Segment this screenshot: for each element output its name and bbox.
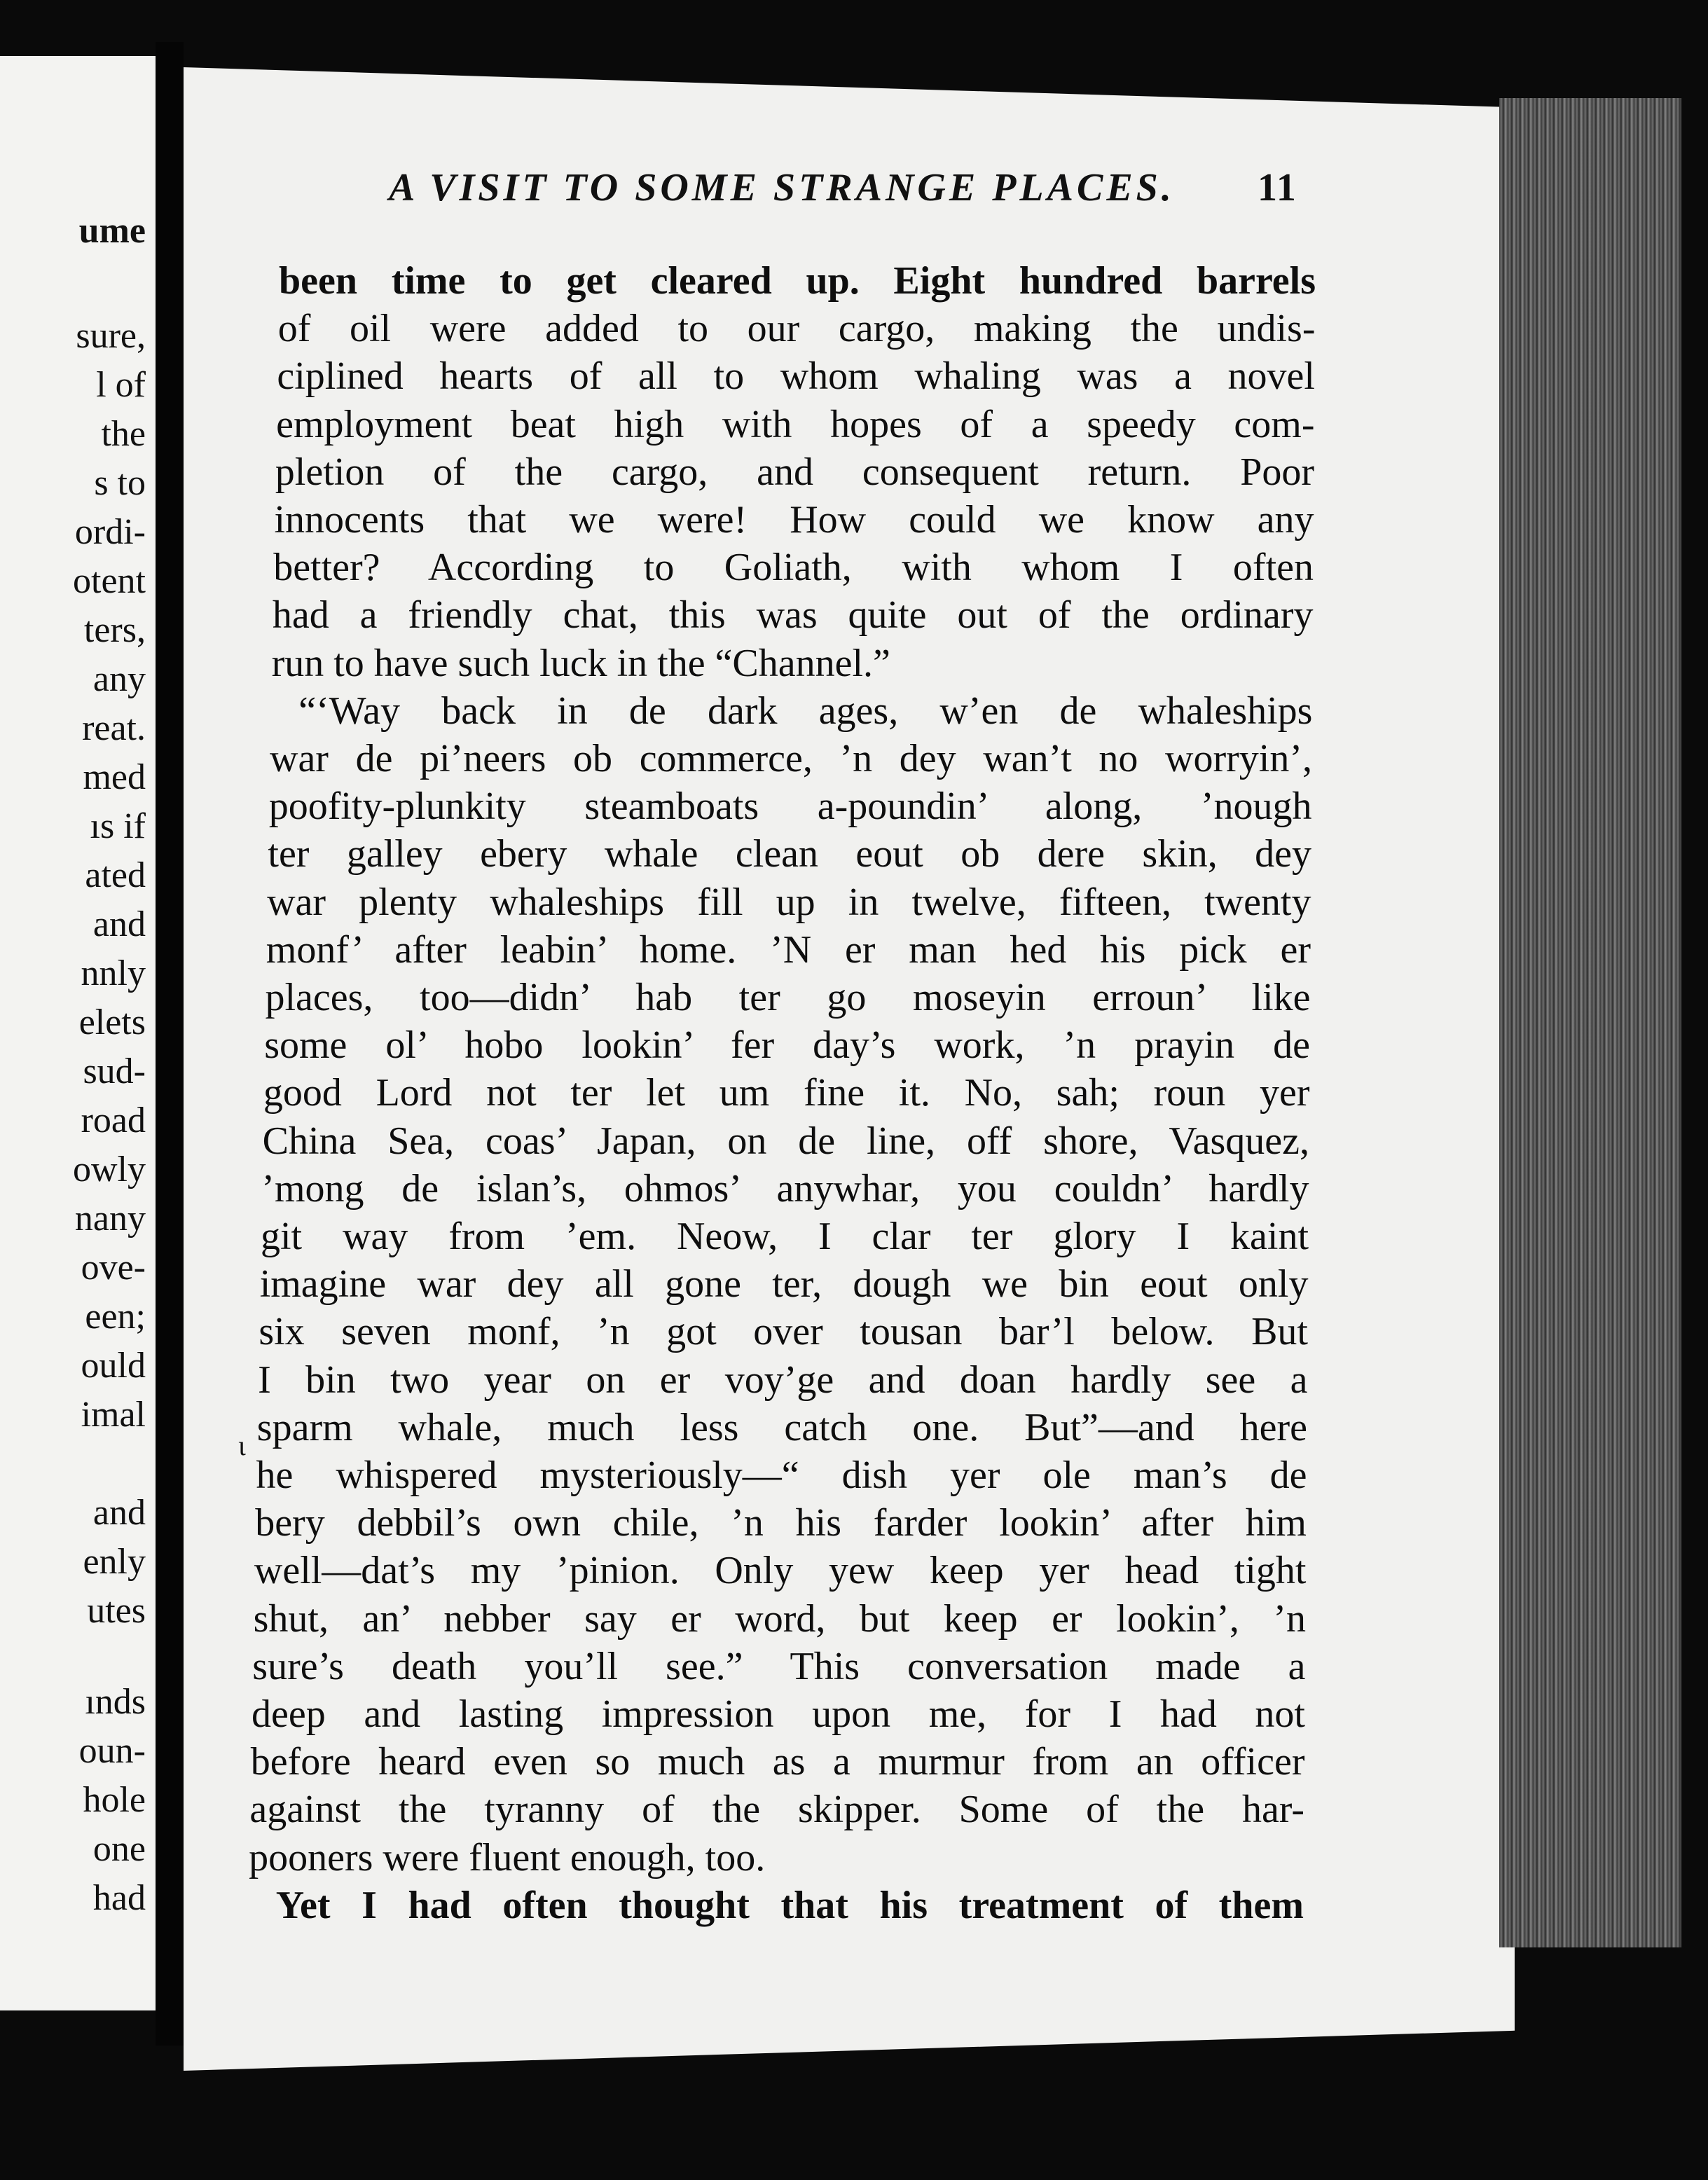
text-line: employment beat high with hopes of a speedy com- [276,402,1315,446]
text-line: before heard even so much as a murmur from an officer [250,1740,1305,1784]
left-page-line: s to [94,463,146,503]
left-page-line: utes [87,1591,146,1631]
left-page-line: road [81,1101,146,1140]
text-line: ciplined hearts of all to whom whaling was a novel [277,354,1315,399]
text-line: pletion of the cargo, and consequent return. Poor [275,450,1314,494]
text-line: six seven monf, ’n got over tousan bar’l below. But [259,1310,1308,1354]
text-line: of oil were added to our cargo, making the undis- [277,307,1316,351]
text-line: places, too—didn’ hab ter go moseyin erroun’ like [265,976,1311,1019]
left-page-line: sud- [83,1051,146,1091]
text-line: had a friendly chat, this was quite out of the ordinary [272,593,1314,637]
left-page-line: med [83,757,146,797]
left-page-line: ould [81,1346,146,1386]
text-line: been time to get cleared up. Eight hundred barrels [279,259,1316,303]
text-line: ’mong de islan’s, ohmos’ anywhar, you couldn’ hardly [261,1166,1309,1210]
left-page-line: nany [74,1199,146,1239]
text-line: deep and lasting impression upon me, for I had not [252,1692,1305,1736]
text-line: better? According to Goliath, with whom I often [273,546,1314,590]
left-page-line: ınds [85,1682,146,1722]
left-page-line: sure, [76,316,146,356]
left-page-line: had [92,1878,146,1918]
page-number: 11 [1258,166,1297,209]
text-line: innocents that we were! How could we know any [274,498,1314,541]
text-line: against the tyranny of the skipper. Some of the har- [249,1788,1304,1832]
text-line: sparm whale, much less catch one. But”—and here [256,1405,1307,1449]
text-line: good Lord not ter let um fine it. No, sah; roun yer [263,1071,1310,1115]
left-page-line: ove- [81,1248,146,1288]
text-line: poofity-plunkity steamboats a-poundin’ along, ’nough [268,785,1312,829]
text-line: he whispered mysteriously—“ dish yer ole man’s de [256,1454,1307,1497]
text-line: ter galley ebery whale clean eout ob dere skin, dey [268,832,1311,876]
left-page-line: een; [85,1297,146,1337]
left-page-line: imal [81,1395,146,1435]
text-line: “‘Way back in de dark ages, w’en de whaleships [298,689,1313,733]
text-line: war plenty whaleships fill up in twelve, fifteen, twenty [267,880,1311,924]
text-line: China Sea, coas’ Japan, on de line, off shore, Vasquez, [262,1119,1309,1163]
left-page-line: ıs if [90,806,146,846]
left-page-line: enly [83,1542,146,1582]
text-line: I bin two year on er voy’ge and doan hardly see a [258,1358,1308,1402]
left-page-line: hole [83,1780,146,1820]
left-page-line: otent [73,561,146,601]
text-line: pooners were fluent enough, too. [249,1835,766,1879]
left-page-line: owly [73,1150,146,1189]
text-line: Yet I had often thought that his treatment of them [275,1883,1304,1927]
running-head [389,165,1342,221]
text-line: war de pi’neers ob commerce, ’n dey wan’t no worryin’, [270,737,1312,780]
page-edges [1499,98,1681,1947]
left-page-line: one [92,1829,146,1869]
left-page-line: reat. [82,708,146,748]
left-page-line: ated [85,855,146,895]
left-page-line: nnly [81,953,146,993]
left-page-line: the [101,414,146,454]
book-gutter [156,42,184,2046]
left-page-line: and [92,904,146,944]
left-page-line: and [92,1493,146,1533]
text-line: git way from ’em. Neow, I clar ter glory I kaint [261,1215,1309,1258]
left-page-line: l of [96,365,146,405]
text-line: bery debbil’s own chile, ’n his farder lookin’ after him [255,1501,1307,1545]
text-line: well—dat’s my ’pinion. Only yew keep yer head tight [254,1549,1307,1593]
running-head-title: A VISIT TO SOME STRANGE PLACES. [389,166,1175,209]
text-line: imagine war dey all gone ter, dough we bin eout only [259,1262,1309,1306]
left-page-line: any [92,659,146,699]
text-line: shut, an’ nebber say er word, but keep er lookin’, ’n [253,1596,1306,1641]
margin-mark: ι [238,1430,246,1461]
text-line: monf’ after leabin’ home. ’N er man hed his pick er [266,927,1311,972]
text-line: sure’s death you’ll see.” This conversation made a [252,1644,1306,1688]
left-page-line: ordi- [74,512,146,552]
text-line: some ol’ hobo lookin’ fer day’s work, ’n prayin de [264,1023,1310,1068]
left-page-fragment [0,56,156,2010]
left-page-line: ters, [83,610,146,650]
left-page-line: elets [78,1002,146,1042]
left-page-line: oun- [78,1731,146,1771]
left-page-line: ume [78,211,146,251]
text-line: run to have such luck in the “Channel.” [271,641,890,685]
